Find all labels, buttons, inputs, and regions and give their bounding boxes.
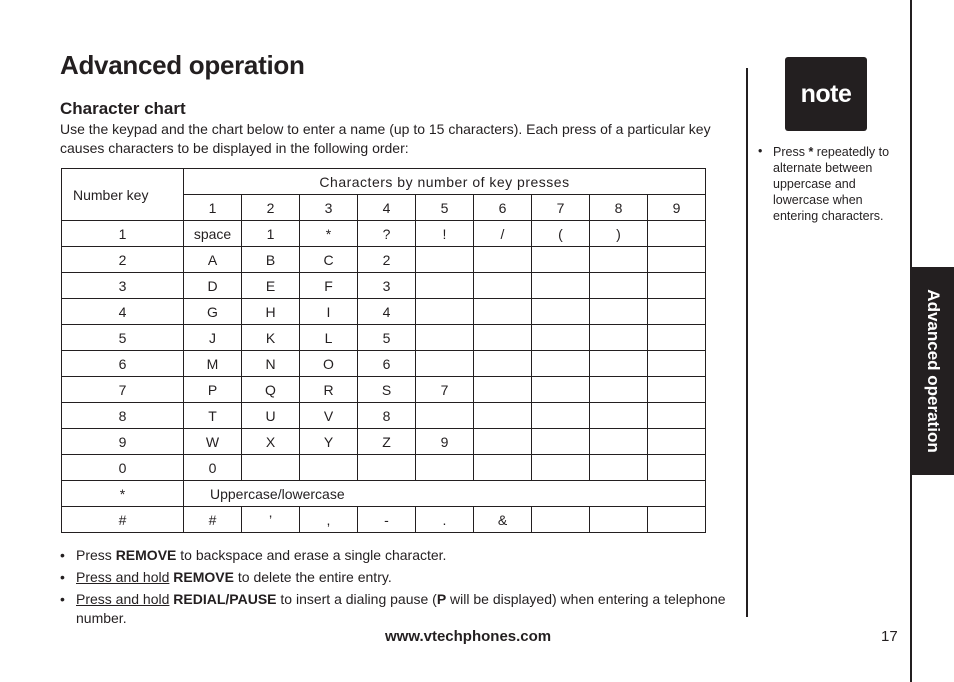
char-cell: J [184,325,242,351]
char-cell: ! [416,221,474,247]
char-cell: A [184,247,242,273]
char-cell [532,247,590,273]
note-bullet-icon: • [758,144,763,158]
char-cell [416,273,474,299]
char-cell [590,299,648,325]
press-number-cell: 9 [648,195,706,221]
char-cell: P [184,377,242,403]
press-number-cell: 3 [300,195,358,221]
char-cell [474,429,532,455]
press-number-cell: 1 [184,195,242,221]
char-cell: X [242,429,300,455]
char-cell: # [184,507,242,533]
char-cell: ? [358,221,416,247]
char-cell: B [242,247,300,273]
char-cell: 1 [242,221,300,247]
char-cell [474,325,532,351]
key-cell: 8 [62,403,184,429]
table-row [62,351,706,377]
key-cell: 7 [62,377,184,403]
page-title: Advanced operation [60,50,305,80]
char-cell [532,429,590,455]
char-cell [474,247,532,273]
char-cell [590,325,648,351]
char-cell [300,455,358,481]
char-cell [416,299,474,325]
press-number-cell: 6 [474,195,532,221]
table-row [62,299,706,325]
press-number-cell: 2 [242,195,300,221]
table-row [62,507,706,533]
char-cell [474,403,532,429]
char-cell [416,247,474,273]
char-cell: 0 [184,455,242,481]
char-cell [474,351,532,377]
intro-paragraph: Use the keypad and the chart below to enter a name (up to 15 characters). Each press of a particular key causes characters to be displayed in the following order: [60,121,711,156]
char-cell [648,351,706,377]
page-number: 17 [881,628,898,645]
char-cell: , [300,507,358,533]
char-cell: K [242,325,300,351]
key-cell: 5 [62,325,184,351]
char-cell [648,273,706,299]
char-cell [416,325,474,351]
char-cell [416,351,474,377]
char-cell [590,455,648,481]
key-cell: 6 [62,351,184,377]
char-cell: space [184,221,242,247]
char-cell [648,429,706,455]
char-cell: ’ [242,507,300,533]
char-cell: ) [590,221,648,247]
uppercase-lowercase-cell: Uppercase/lowercase [184,481,706,507]
char-cell [590,403,648,429]
table-row [62,325,706,351]
char-cell [648,507,706,533]
char-cell [532,403,590,429]
char-cell: 5 [358,325,416,351]
char-cell [474,299,532,325]
char-cell: V [300,403,358,429]
char-cell: U [242,403,300,429]
char-cell: Z [358,429,416,455]
list-item: • Press REMOVE to backspace and erase a single character. [60,546,730,565]
char-cell [416,403,474,429]
table-row [62,403,706,429]
key-cell: 3 [62,273,184,299]
char-cell: D [184,273,242,299]
key-cell: 4 [62,299,184,325]
header-number-key: Number key [62,169,184,221]
char-cell [648,247,706,273]
char-cell: M [184,351,242,377]
press-number-cell: 5 [416,195,474,221]
char-cell: & [474,507,532,533]
char-cell: Y [300,429,358,455]
table-row [62,455,706,481]
char-cell [648,325,706,351]
char-cell: 3 [358,273,416,299]
table-row [62,429,706,455]
list-item: • Press and hold REDIAL/PAUSE to insert a dialing pause (P will be displayed) when entering a telephone number. [60,590,730,628]
char-cell [590,377,648,403]
char-cell: / [474,221,532,247]
char-cell [474,455,532,481]
press-number-cell: 4 [358,195,416,221]
note-icon: note [785,57,867,131]
table-row [62,247,706,273]
char-cell [590,273,648,299]
side-tab-label: Advanced operation [924,289,943,453]
char-cell [532,377,590,403]
char-cell [648,299,706,325]
char-cell: 2 [358,247,416,273]
char-cell: 6 [358,351,416,377]
key-cell: 1 [62,221,184,247]
char-cell [532,507,590,533]
key-cell: 0 [62,455,184,481]
char-cell: H [242,299,300,325]
table-row [62,221,706,247]
char-cell: I [300,299,358,325]
key-cell: 9 [62,429,184,455]
char-cell [648,221,706,247]
char-cell [532,273,590,299]
char-cell [648,377,706,403]
website-url: www.vtechphones.com [385,628,552,645]
press-number-cell: 7 [532,195,590,221]
char-cell: G [184,299,242,325]
char-cell [648,403,706,429]
char-cell [532,455,590,481]
table-row [62,377,706,403]
char-cell: E [242,273,300,299]
char-cell: F [300,273,358,299]
header-key-presses: Characters by number of key presses [184,169,706,195]
char-cell: 7 [416,377,474,403]
char-cell: - [358,507,416,533]
char-cell: Q [242,377,300,403]
table-row [62,481,706,507]
char-cell [416,455,474,481]
char-cell: O [300,351,358,377]
list-item: • Press and hold REMOVE to delete the entire entry. [60,568,730,587]
char-cell [242,455,300,481]
char-cell: 8 [358,403,416,429]
char-cell: . [416,507,474,533]
section-title: Character chart [60,99,186,118]
char-cell: C [300,247,358,273]
char-cell [590,351,648,377]
table-header-row [62,169,706,195]
char-cell: N [242,351,300,377]
char-cell [590,507,648,533]
char-cell [648,455,706,481]
char-cell: 4 [358,299,416,325]
column-divider [746,68,748,617]
note-text: Press * repeatedly to alternate between uppercase and lowercase when entering characters. [773,145,890,223]
char-cell [474,377,532,403]
char-cell [590,429,648,455]
char-cell [474,273,532,299]
char-cell: L [300,325,358,351]
instruction-list [60,546,730,631]
key-cell: 2 [62,247,184,273]
char-cell [590,247,648,273]
key-cell: * [62,481,184,507]
char-cell [358,455,416,481]
char-cell: ( [532,221,590,247]
char-cell: 9 [416,429,474,455]
press-number-cell: 8 [590,195,648,221]
char-cell: T [184,403,242,429]
char-cell: W [184,429,242,455]
character-chart-table [61,168,706,533]
char-cell: * [300,221,358,247]
char-cell: R [300,377,358,403]
char-cell [532,351,590,377]
char-cell [532,325,590,351]
key-cell: # [62,507,184,533]
table-row [62,273,706,299]
char-cell: S [358,377,416,403]
char-cell [532,299,590,325]
